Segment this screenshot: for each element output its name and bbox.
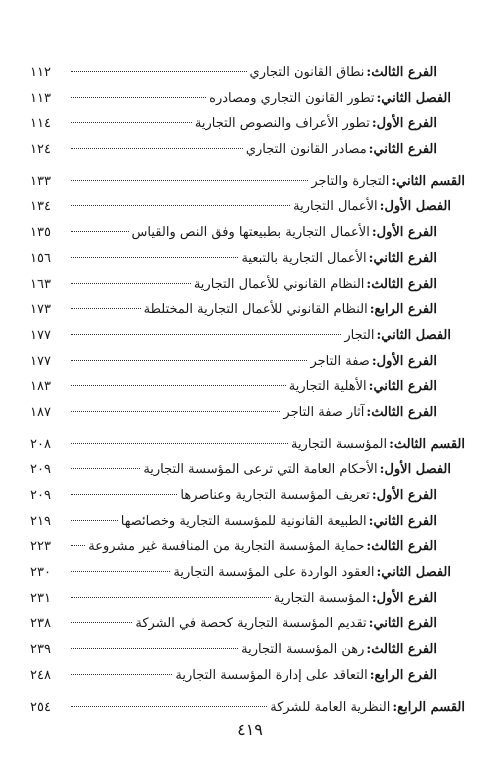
toc-entry-page: ١٥٦ <box>30 250 51 266</box>
toc-entry <box>30 169 465 195</box>
dot-leader <box>71 122 192 123</box>
toc-entry-page: ٢١٩ <box>30 513 51 529</box>
toc-entry-title: المؤسسة التجارية <box>290 436 388 452</box>
toc-entry <box>30 349 465 375</box>
toc-entry-title: مصادر القانون التجاري <box>245 142 367 158</box>
dot-leader <box>71 360 307 361</box>
dot-leader <box>71 520 118 521</box>
toc-entry <box>30 611 465 637</box>
toc-entry-label: الفصل الثاني: <box>376 565 451 581</box>
dot-leader <box>71 148 243 149</box>
toc-entry-page: ١٦٣ <box>30 276 51 292</box>
toc-entry-label: الفرع الثالث: <box>366 404 437 420</box>
dot-leader <box>71 205 290 206</box>
toc-entry-label: الفصل الأول: <box>379 462 451 478</box>
toc-entry-page: ١٣٣ <box>30 173 51 189</box>
toc-entry-page: ٢٣٨ <box>30 616 51 632</box>
toc-entry-page: ٢٣٠ <box>30 565 51 581</box>
toc-entry-label: الفرع الثالث: <box>366 642 437 658</box>
toc-entry-label: الفرع الثالث: <box>366 65 437 80</box>
toc-entry-title: النظرية العامة للشركة <box>270 699 391 715</box>
toc-entry-title: الأعمال التجارية بالتبعية <box>241 250 367 266</box>
toc-entry-page: ١١٢ <box>30 65 51 80</box>
toc-entry <box>30 194 465 220</box>
toc-entry-page: ٢٠٩ <box>30 488 51 503</box>
toc-entry <box>30 457 465 483</box>
toc-entry-page: ٢٣٩ <box>30 642 51 658</box>
toc-entry-label: الفرع الأول: <box>371 116 437 132</box>
dot-leader <box>71 231 129 232</box>
toc-entry-title: الأعمال التجارية بطبيعتها وفق النص والقياس <box>131 225 370 241</box>
toc-entry <box>30 663 465 689</box>
toc-entry-title: التجارة والتاجر <box>311 173 390 189</box>
toc-entry-title: المؤسسة التجارية <box>273 590 370 606</box>
toc-entry-page: ١٢٤ <box>30 142 51 158</box>
toc-entry <box>30 137 465 163</box>
toc-entry-title: الأعمال التجارية <box>293 199 378 215</box>
toc-entry-page: ٢٠٩ <box>30 462 51 478</box>
toc-entry <box>30 86 465 112</box>
toc-entry-page: ٢٤٨ <box>30 667 51 683</box>
toc-entry-title: تطور القانون التجاري ومصادره <box>209 90 375 106</box>
toc-entry-label: القسم الرابع: <box>392 699 465 715</box>
dot-leader <box>71 571 170 572</box>
toc-entry-label: الفرع الأول: <box>371 590 437 606</box>
table-of-contents <box>30 60 465 720</box>
toc-entry-label: القسم الثالث: <box>389 436 465 452</box>
toc-entry-label: الفرع الرابع: <box>369 302 437 318</box>
toc-entry-label: الفصل الأول: <box>379 199 451 215</box>
toc-entry-title: آثار صفة التاجر <box>283 404 365 420</box>
toc-entry-title: النظام القانوني للأعمال التجارية <box>193 276 365 292</box>
toc-entry-page: ١٣٤ <box>30 199 51 215</box>
toc-entry-title: رهن المؤسسة التجارية <box>241 642 365 658</box>
toc-entry-title: نطاق القانون التجاري <box>249 65 365 80</box>
toc-entry-label: الفصل الثاني: <box>376 327 451 343</box>
dot-leader <box>71 494 177 495</box>
toc-entry <box>30 246 465 272</box>
toc-entry <box>30 637 465 663</box>
toc-entry <box>30 111 465 137</box>
toc-entry <box>30 272 465 298</box>
toc-entry-page: ١١٤ <box>30 116 51 132</box>
toc-entry <box>30 695 465 721</box>
dot-leader <box>71 622 132 623</box>
toc-entry-title: تعريف المؤسسة التجارية وعناصرها <box>180 488 370 503</box>
dot-leader <box>71 308 141 309</box>
dot-leader <box>71 97 206 98</box>
toc-entry-label: الفرع الأول: <box>371 353 437 369</box>
toc-entry-title: التعاقد على إدارة المؤسسة التجارية <box>175 667 368 683</box>
toc-entry-label: الفرع الثاني: <box>368 250 437 266</box>
toc-entry-title: الأهلية التجارية <box>288 379 367 395</box>
toc-entry <box>30 560 465 586</box>
dot-leader <box>71 648 238 649</box>
toc-entry <box>30 400 465 426</box>
dot-leader <box>71 385 286 386</box>
toc-entry-title: النظام القانوني للأعمال التجارية المختلطة <box>143 302 368 318</box>
toc-entry <box>30 220 465 246</box>
toc-entry-title: تطور الأعراف والنصوص التجارية <box>194 116 370 132</box>
toc-entry-label: الفرع الأول: <box>371 488 437 503</box>
toc-entry-page: ١٨٧ <box>30 404 51 420</box>
toc-entry-page: ٢٣١ <box>30 590 51 606</box>
toc-entry-page: ١٧٣ <box>30 302 51 318</box>
toc-entry <box>30 297 465 323</box>
toc-entry <box>30 60 465 86</box>
toc-entry <box>30 534 465 560</box>
toc-entry-label: الفرع الثالث: <box>366 276 437 292</box>
toc-entry <box>30 586 465 612</box>
toc-entry <box>30 483 465 509</box>
toc-entry <box>30 374 465 400</box>
toc-entry-page: ١٧٧ <box>30 353 51 369</box>
dot-leader <box>71 71 247 72</box>
dot-leader <box>71 545 85 546</box>
toc-entry-title: تقديم المؤسسة التجارية كحصة في الشركة <box>135 616 367 632</box>
dot-leader <box>71 706 267 707</box>
dot-leader <box>71 468 140 469</box>
dot-leader <box>71 283 191 284</box>
toc-entry-page: ١٨٣ <box>30 379 51 395</box>
dot-leader <box>71 180 308 181</box>
toc-entry-page: ١٧٧ <box>30 327 51 343</box>
toc-entry-page: ٢٥٤ <box>30 699 51 715</box>
toc-entry-page: ٢٠٨ <box>30 436 51 452</box>
toc-entry <box>30 323 465 349</box>
dot-leader <box>71 411 280 412</box>
toc-entry-page: ١٣٥ <box>30 225 51 241</box>
dot-leader <box>71 674 172 675</box>
page-number: ٤١٩ <box>237 720 263 739</box>
toc-entry-label: الفرع الثاني: <box>368 379 437 395</box>
toc-entry-title: العقود الواردة على المؤسسة التجارية <box>173 565 375 581</box>
toc-entry-label: الفرع الأول: <box>371 225 437 241</box>
dot-leader <box>71 334 341 335</box>
toc-entry-title: صفة التاجر <box>310 353 370 369</box>
dot-leader <box>71 257 238 258</box>
toc-entry-label: القسم الثاني: <box>391 173 465 189</box>
toc-entry-label: الفرع الثاني: <box>368 142 437 158</box>
toc-entry <box>30 432 465 458</box>
toc-entry-title: الطبيعة القانونية للمؤسسة التجارية وخصائصها <box>120 513 367 529</box>
toc-entry-page: ١١٣ <box>30 90 51 106</box>
toc-entry <box>30 509 465 535</box>
toc-entry-title: الأحكام العامة التي ترعى المؤسسة التجارية <box>143 462 378 478</box>
toc-entry-title: حماية المؤسسة التجارية من المنافسة غير مشروعة <box>88 539 365 555</box>
toc-entry-label: الفصل الثاني: <box>376 90 451 106</box>
dot-leader <box>71 597 271 598</box>
toc-entry-page: ٢٢٣ <box>30 539 51 555</box>
toc-entry-label: الفرع الثاني: <box>368 616 437 632</box>
toc-entry-label: الفرع الثالث: <box>366 539 437 555</box>
dot-leader <box>71 443 288 444</box>
toc-entry-title: التجار <box>344 327 375 343</box>
toc-entry-label: الفرع الثاني: <box>368 513 437 529</box>
toc-entry-label: الفرع الرابع: <box>369 667 437 683</box>
